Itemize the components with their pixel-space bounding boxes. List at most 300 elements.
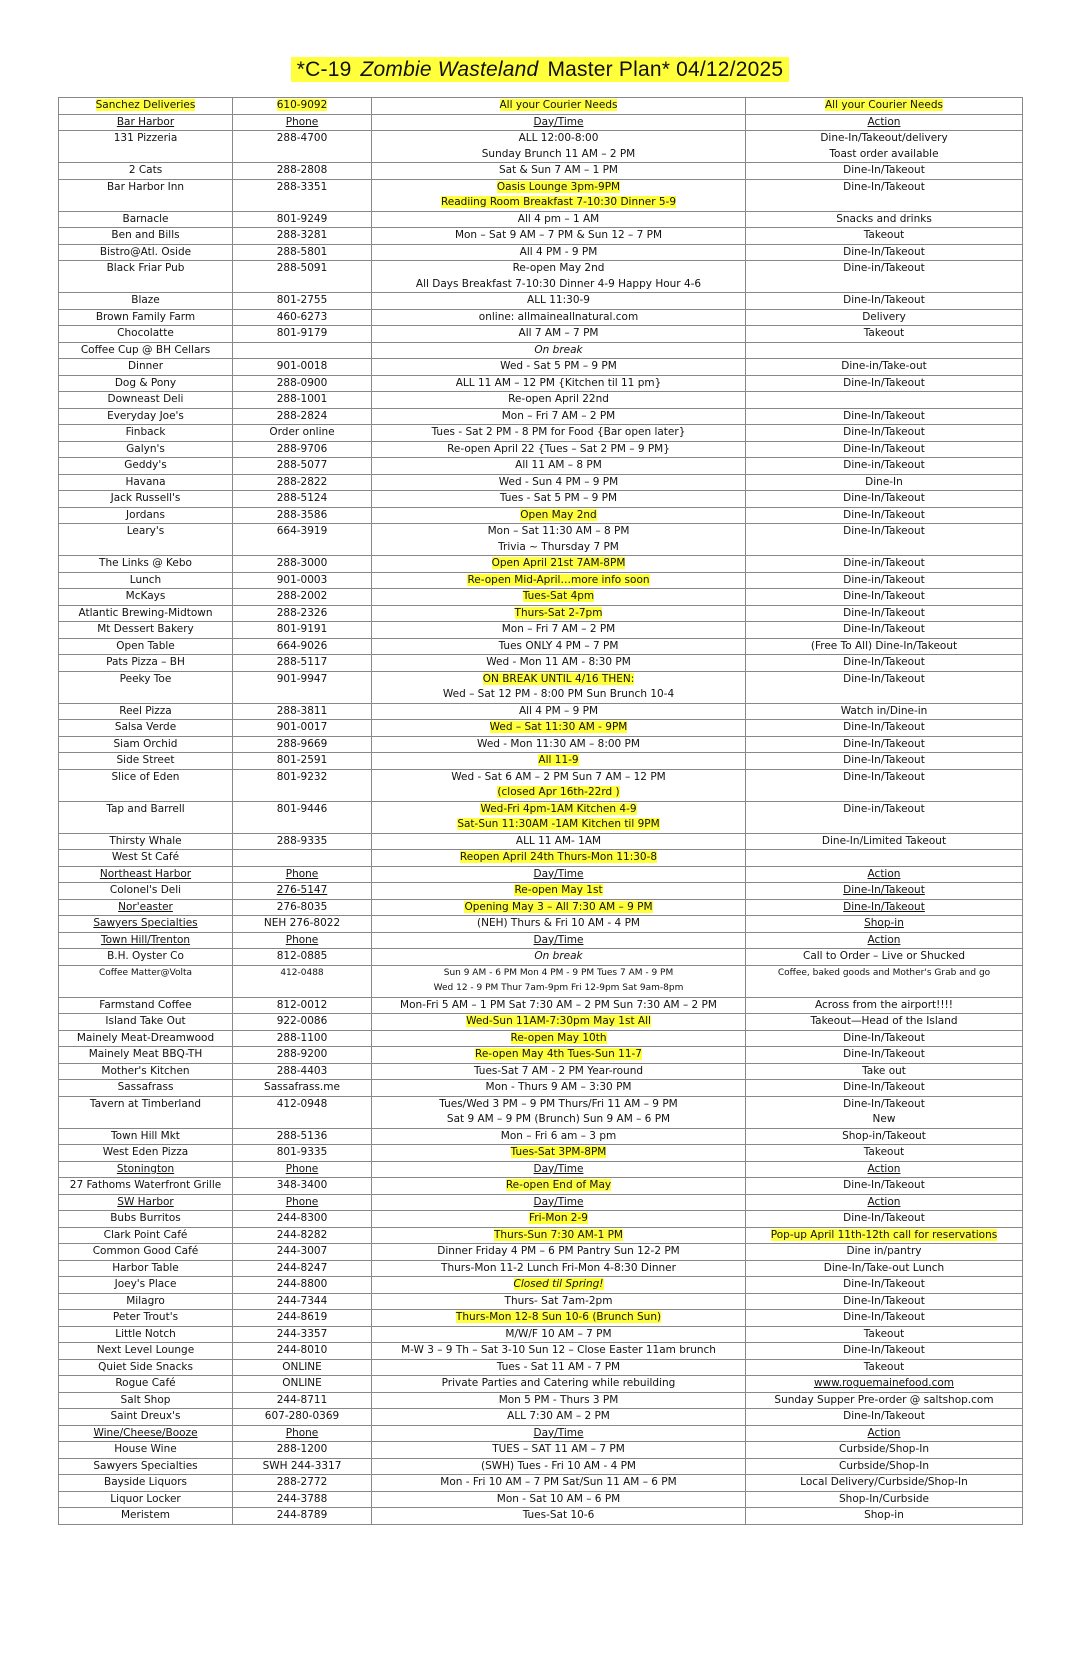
- table-row: [59, 163, 1023, 180]
- day-time-text: Re-open Mid-April…more info soon: [467, 573, 650, 586]
- phone-text: 901-0018: [276, 360, 328, 372]
- business-name-text: Next Level Lounge: [96, 1344, 195, 1356]
- phone-cell: [233, 1277, 372, 1294]
- business-name-cell: [59, 753, 233, 770]
- action-text: Dine-In/Takeout: [843, 1097, 925, 1110]
- action-text: Dine-In/Takeout: [843, 376, 925, 389]
- phone-text: Order online: [269, 426, 335, 438]
- action-cell: [746, 261, 1023, 293]
- day-time-text: Day/Time: [533, 115, 584, 128]
- business-name-text: Downeast Deli: [107, 393, 184, 405]
- phone-text: 244-8300: [276, 1212, 328, 1224]
- day-time-text: Thurs-Sat 2-7pm: [514, 606, 603, 619]
- action-cell: [746, 131, 1023, 163]
- table-row: [59, 1244, 1023, 1261]
- business-name-text: Island Take Out: [105, 1015, 186, 1027]
- action-cell: [746, 392, 1023, 409]
- day-time-cell: [372, 1194, 746, 1211]
- day-time-text: Dinner Friday 4 PM – 6 PM Pantry Sun 12-2 PM: [437, 1245, 680, 1257]
- phone-text: 288-1100: [276, 1031, 328, 1044]
- table-row: [59, 753, 1023, 770]
- action-text: Dine-In/Takeout: [843, 1410, 925, 1422]
- day-time-cell: [372, 1211, 746, 1228]
- action-cell: [746, 441, 1023, 458]
- day-time-text: All your Courier Needs: [499, 99, 618, 111]
- business-name-cell: [59, 899, 233, 916]
- action-text: Dine-In/Takeout: [843, 606, 925, 619]
- action-text: (Free To All) Dine-In/Takeout: [810, 639, 958, 652]
- phone-cell: [233, 98, 372, 115]
- section-header-row: [59, 1194, 1023, 1211]
- phone-cell: [233, 833, 372, 850]
- table-row: [59, 720, 1023, 737]
- day-time-cell: [372, 1080, 746, 1097]
- day-time-cell: [372, 491, 746, 508]
- business-name-text: Coffee Matter@Volta: [98, 967, 192, 978]
- phone-text: 801-9249: [276, 212, 328, 225]
- business-name-text: Finback: [125, 426, 166, 438]
- action-text: Shop-in/Takeout: [842, 1129, 926, 1142]
- phone-text: 812-0885: [276, 950, 328, 962]
- day-time-text: All 4 PM – 9 PM: [518, 704, 599, 717]
- day-time-text: M-W 3 – 9 Th – Sat 3-10 Sun 12 – Close Easter 11am brunch: [401, 1344, 716, 1356]
- business-name-text: Colonel's Deli: [109, 884, 182, 896]
- business-name-cell: [59, 556, 233, 573]
- action-cell: [746, 425, 1023, 442]
- action-cell: [746, 359, 1023, 376]
- day-time-cell: [372, 655, 746, 672]
- day-time-text: Thurs-Mon 11-2 Lunch Fri-Mon 4-8:30 Dinner: [441, 1261, 676, 1274]
- business-name-cell: [59, 949, 233, 966]
- phone-text: 288-9335: [276, 834, 328, 847]
- business-name-cell: [59, 1392, 233, 1409]
- phone-cell: [233, 474, 372, 491]
- business-name-text: Tavern at Timberland: [89, 1097, 202, 1110]
- phone-text: 288-3351: [276, 180, 328, 193]
- action-text: Shop-in: [864, 917, 904, 929]
- business-name-cell: [59, 179, 233, 211]
- table-row: [59, 622, 1023, 639]
- phone-cell: [233, 1343, 372, 1360]
- day-time-text: Re-open May 1st: [514, 884, 603, 896]
- action-cell: [746, 1359, 1023, 1376]
- table-row: [59, 1376, 1023, 1393]
- day-time-text: Day/Time: [533, 867, 584, 880]
- action-cell: [746, 1376, 1023, 1393]
- action-cell: [746, 1030, 1023, 1047]
- table-row: [59, 671, 1023, 703]
- business-name-text: Dinner: [127, 360, 164, 372]
- phone-cell: [233, 769, 372, 801]
- business-name-cell: [59, 1096, 233, 1128]
- table-row: [59, 655, 1023, 672]
- business-name-text: Lunch: [129, 573, 162, 586]
- table-row: [59, 309, 1023, 326]
- day-time-cell: [372, 605, 746, 622]
- table-row: [59, 375, 1023, 392]
- day-time-text: TUES – SAT 11 AM – 7 PM: [492, 1443, 625, 1455]
- phone-cell: [233, 622, 372, 639]
- business-name-text: Ben and Bills: [111, 229, 180, 241]
- table-row: [59, 605, 1023, 622]
- business-name-text: Side Street: [116, 754, 175, 766]
- day-time-text: Fri-Mon 2-9: [529, 1212, 588, 1224]
- day-time-text: All 7 AM – 7 PM: [518, 327, 599, 339]
- phone-cell: [233, 441, 372, 458]
- action-cell: [746, 163, 1023, 180]
- phone-text: Phone: [285, 1195, 319, 1208]
- table-row: [59, 997, 1023, 1014]
- table-row: [59, 949, 1023, 966]
- action-text: Dine-In/Takeout: [843, 1048, 925, 1060]
- action-text: Dine-In/Takeout: [843, 754, 925, 766]
- business-name-text: Peeky Toe: [119, 672, 172, 685]
- phone-text: 288-5117: [276, 656, 328, 668]
- day-time-cell: [372, 507, 746, 524]
- business-name-cell: [59, 408, 233, 425]
- phone-cell: [233, 1227, 372, 1244]
- business-name-cell: [59, 1508, 233, 1525]
- day-time-text: Trivia ~ Thursday 7 PM: [498, 540, 619, 553]
- day-time-text: All 4 PM - 9 PM: [519, 245, 598, 258]
- action-text: Shop-in: [864, 1509, 904, 1521]
- action-cell: [746, 736, 1023, 753]
- action-cell: [746, 572, 1023, 589]
- business-name-cell: [59, 1030, 233, 1047]
- business-name-text: Sawyers Specialties: [93, 1459, 198, 1472]
- action-text: Dine-in/Takeout: [843, 802, 925, 815]
- day-time-text: Tues-Sat 4pm: [522, 590, 595, 602]
- phone-text: 288-2808: [276, 164, 328, 176]
- phone-cell: [233, 932, 372, 949]
- business-name-cell: [59, 244, 233, 261]
- action-text: Local Delivery/Curbside/Shop-In: [800, 1476, 968, 1488]
- table-row: [59, 1508, 1023, 1525]
- day-time-cell: [372, 1409, 746, 1426]
- day-time-text: Sat-Sun 11:30AM -1AM Kitchen til 9PM: [457, 818, 660, 830]
- action-cell: [746, 655, 1023, 672]
- day-time-cell: [372, 965, 746, 997]
- day-time-cell: [372, 1442, 746, 1459]
- phone-cell: [233, 1442, 372, 1459]
- day-time-cell: [372, 769, 746, 801]
- phone-cell: [233, 1145, 372, 1162]
- action-text: Dine-In/Takeout: [843, 294, 925, 306]
- day-time-cell: [372, 163, 746, 180]
- phone-text: 412-0948: [276, 1097, 328, 1110]
- phone-text: 288-2822: [276, 475, 328, 488]
- day-time-text: Mon-Fri 5 AM – 1 PM Sat 7:30 AM – 2 PM Sun 7:30 AM – 2 PM: [400, 998, 717, 1011]
- action-cell: [746, 622, 1023, 639]
- day-time-cell: [372, 1310, 746, 1327]
- action-text: Coffee, baked goods and Mother's Grab and go: [777, 967, 991, 978]
- action-text: Across from the airport!!!!: [815, 998, 953, 1011]
- business-name-text: Brown Family Farm: [95, 310, 196, 323]
- phone-cell: [233, 736, 372, 753]
- day-time-text: Opening May 3 – All 7:30 AM – 9 PM: [464, 900, 653, 913]
- phone-cell: [233, 1014, 372, 1031]
- day-time-cell: [372, 179, 746, 211]
- business-name-cell: [59, 326, 233, 343]
- table-row: [59, 1442, 1023, 1459]
- business-name-text: Bayside Liquors: [103, 1476, 187, 1488]
- business-name-cell: [59, 1376, 233, 1393]
- action-cell: [746, 1128, 1023, 1145]
- business-name-cell: [59, 293, 233, 310]
- table-row: [59, 1475, 1023, 1492]
- action-cell: [746, 1491, 1023, 1508]
- business-name-text: Bistro@Atl. Oside: [99, 245, 192, 258]
- day-time-text: Sun 9 AM - 6 PM Mon 4 PM - 9 PM Tues 7 AM - 9 PM: [443, 967, 674, 978]
- business-name-text: Milagro: [126, 1294, 165, 1307]
- phone-text: Phone: [285, 115, 319, 128]
- business-name-cell: [59, 261, 233, 293]
- action-text: Dine-in/Takeout: [843, 262, 925, 274]
- table-row: [59, 1359, 1023, 1376]
- business-name-cell: [59, 1080, 233, 1097]
- phone-cell: [233, 899, 372, 916]
- action-text: New: [872, 1113, 896, 1125]
- table-row: [59, 1080, 1023, 1097]
- table-row: [59, 1128, 1023, 1145]
- action-text: Dine-In/Takeout: [843, 164, 925, 176]
- business-name-text: Stonington: [116, 1162, 175, 1175]
- day-time-cell: [372, 556, 746, 573]
- business-name-text: Sassafrass: [117, 1081, 174, 1093]
- table-row: [59, 769, 1023, 801]
- business-name-text: Bar Harbor: [116, 115, 175, 128]
- business-name-cell: [59, 703, 233, 720]
- phone-cell: [233, 997, 372, 1014]
- day-time-text: Wed-Fri 4pm-1AM Kitchen 4-9: [480, 802, 637, 815]
- business-name-cell: [59, 359, 233, 376]
- action-text: Dine-In/Takeout: [843, 1278, 925, 1290]
- business-name-cell: [59, 1293, 233, 1310]
- business-name-cell: [59, 671, 233, 703]
- phone-text: 664-9026: [276, 639, 328, 652]
- day-time-cell: [372, 375, 746, 392]
- day-time-text: Mon – Sat 11:30 AM – 8 PM: [487, 525, 630, 537]
- action-text: Dine-In/Takeout/delivery: [820, 132, 948, 144]
- phone-cell: [233, 131, 372, 163]
- action-cell: [746, 801, 1023, 833]
- action-cell: [746, 408, 1023, 425]
- action-cell: [746, 1425, 1023, 1442]
- table-row: [59, 1293, 1023, 1310]
- phone-text: 288-5091: [276, 262, 328, 274]
- day-time-cell: [372, 309, 746, 326]
- phone-cell: [233, 392, 372, 409]
- phone-text: Phone: [285, 933, 319, 946]
- phone-text: 664-3919: [276, 525, 328, 537]
- table-row: [59, 1343, 1023, 1360]
- action-text: Action: [867, 867, 901, 880]
- day-time-text: Wed - Mon 11 AM - 8:30 PM: [486, 656, 631, 668]
- business-name-text: West St Café: [111, 851, 180, 863]
- phone-text: 276-8035: [276, 900, 328, 913]
- business-name-text: Bar Harbor Inn: [106, 180, 185, 193]
- action-cell: [746, 605, 1023, 622]
- business-name-cell: [59, 1343, 233, 1360]
- phone-cell: [233, 491, 372, 508]
- title-highlight: [291, 57, 789, 82]
- business-name-text: Nor'easter: [118, 900, 173, 913]
- business-name-text: Jack Russell's: [110, 492, 181, 504]
- day-time-cell: [372, 293, 746, 310]
- business-name-text: Slice of Eden: [111, 770, 180, 783]
- table-row: [59, 801, 1023, 833]
- business-name-cell: [59, 997, 233, 1014]
- action-cell: [746, 244, 1023, 261]
- day-time-cell: [372, 1063, 746, 1080]
- business-name-text: Chocolatte: [117, 327, 174, 339]
- day-time-text: Day/Time: [533, 933, 584, 946]
- action-cell: [746, 1409, 1023, 1426]
- business-name-text: Pats Pizza – BH: [106, 656, 185, 668]
- business-name-cell: [59, 801, 233, 833]
- action-cell: [746, 916, 1023, 933]
- action-cell: [746, 1145, 1023, 1162]
- section-header-row: [59, 114, 1023, 131]
- section-header-row: [59, 866, 1023, 883]
- phone-text: 244-8619: [276, 1311, 328, 1323]
- day-time-cell: [372, 638, 746, 655]
- day-time-text: Tues - Sat 2 PM - 8 PM for Food {Bar open later}: [431, 426, 686, 438]
- phone-text: 607-280-0369: [264, 1410, 340, 1422]
- day-time-cell: [372, 524, 746, 556]
- action-cell: [746, 1260, 1023, 1277]
- day-time-text: Open May 2nd: [520, 508, 597, 521]
- business-name-text: 27 Fathoms Waterfront Grille: [69, 1179, 222, 1191]
- day-time-text: Wed 12 - 9 PM Thur 7am-9pm Fri 12-9pm Sat 9am-8pm: [433, 983, 684, 993]
- table-row: [59, 736, 1023, 753]
- phone-cell: [233, 1194, 372, 1211]
- day-time-text: Sat & Sun 7 AM – 1 PM: [499, 164, 618, 176]
- table-row: [59, 1227, 1023, 1244]
- business-name-text: Coffee Cup @ BH Cellars: [80, 343, 211, 356]
- day-time-cell: [372, 441, 746, 458]
- table-row: [59, 98, 1023, 115]
- day-time-text: Thurs-Sun 7:30 AM-1 PM: [494, 1228, 623, 1241]
- action-text: Dine-In/Take-out Lunch: [823, 1261, 945, 1274]
- business-name-text: Mainely Meat BBQ-TH: [88, 1048, 203, 1060]
- action-text: Dine-In/Takeout: [843, 525, 925, 537]
- phone-text: 288-5801: [276, 245, 328, 258]
- action-text: Curbside/Shop-In: [839, 1443, 929, 1455]
- phone-text: 348-3400: [276, 1179, 328, 1191]
- action-text: Dine-In/Takeout: [843, 623, 925, 635]
- phone-text: 460-6273: [276, 310, 328, 323]
- phone-text: 288-3281: [276, 229, 328, 241]
- day-time-cell: [372, 833, 746, 850]
- action-text: Dine-In/Takeout: [843, 721, 925, 733]
- action-text: Shop-In/Curbside: [839, 1492, 929, 1505]
- action-text: Takeout: [863, 327, 905, 339]
- day-time-text: On break: [534, 950, 583, 962]
- table-row: [59, 131, 1023, 163]
- day-time-text: Re-open May 10th: [510, 1031, 607, 1044]
- phone-text: ONLINE: [282, 1377, 322, 1389]
- phone-text: 244-8247: [276, 1261, 328, 1274]
- day-time-cell: [372, 392, 746, 409]
- business-name-cell: [59, 1310, 233, 1327]
- phone-text: 276-5147: [276, 884, 328, 896]
- day-time-text: All 4 pm – 1 AM: [517, 212, 600, 225]
- phone-cell: [233, 375, 372, 392]
- phone-cell: [233, 458, 372, 475]
- table-row: [59, 293, 1023, 310]
- phone-text: 288-9200: [276, 1048, 328, 1060]
- business-name-cell: [59, 425, 233, 442]
- business-name-text: Harbor Table: [112, 1261, 179, 1274]
- action-cell: [746, 1063, 1023, 1080]
- action-cell: [746, 1047, 1023, 1064]
- business-name-text: SW Harbor: [117, 1195, 174, 1208]
- day-time-cell: [372, 1343, 746, 1360]
- business-name-cell: [59, 769, 233, 801]
- action-cell: [746, 949, 1023, 966]
- phone-cell: [233, 293, 372, 310]
- table-row: [59, 638, 1023, 655]
- document-title: [0, 58, 1080, 82]
- action-text: Dine-In/Takeout: [843, 1031, 925, 1044]
- phone-text: Phone: [285, 867, 319, 880]
- business-name-text: Common Good Café: [92, 1245, 199, 1257]
- day-time-text: Tues-Sat 7 AM - 2 PM Year-round: [473, 1064, 644, 1077]
- day-time-text: Re-open End of May: [505, 1179, 612, 1191]
- action-text: Takeout: [863, 1146, 905, 1158]
- action-text: All your Courier Needs: [825, 99, 943, 111]
- day-time-cell: [372, 1491, 746, 1508]
- phone-text: 244-8789: [276, 1509, 328, 1521]
- phone-text: 901-9947: [276, 672, 328, 685]
- day-time-text: Wed – Sat 12 PM - 8:00 PM Sun Brunch 10-4: [442, 688, 675, 700]
- day-time-cell: [372, 1392, 746, 1409]
- phone-cell: [233, 261, 372, 293]
- business-name-cell: [59, 1014, 233, 1031]
- phone-text: 801-2755: [276, 294, 328, 306]
- business-name-text: Havana: [125, 475, 166, 488]
- business-name-text: Barnacle: [122, 212, 169, 225]
- day-time-cell: [372, 720, 746, 737]
- business-name-text: Dog & Pony: [114, 376, 177, 389]
- business-name-cell: [59, 1491, 233, 1508]
- day-time-text: Oasis Lounge 3pm-9PM: [496, 180, 621, 193]
- action-cell: [746, 179, 1023, 211]
- phone-text: 288-4403: [276, 1064, 328, 1077]
- action-text: Action: [867, 1426, 901, 1439]
- action-text: Dine-In/Takeout: [843, 1311, 925, 1323]
- business-name-cell: [59, 1047, 233, 1064]
- phone-text: Phone: [285, 1162, 319, 1175]
- phone-text: 288-2824: [276, 409, 328, 422]
- action-text: Pop-up April 11th-12th call for reservations: [770, 1228, 998, 1241]
- phone-cell: [233, 228, 372, 245]
- phone-cell: [233, 359, 372, 376]
- table-row: [59, 408, 1023, 425]
- phone-text: 288-1001: [276, 393, 328, 405]
- day-time-text: Mon – Fri 7 AM – 2 PM: [501, 623, 616, 635]
- action-cell: [746, 309, 1023, 326]
- business-name-cell: [59, 211, 233, 228]
- phone-cell: [233, 1178, 372, 1195]
- action-text: Snacks and drinks: [836, 212, 932, 225]
- table-row: [59, 228, 1023, 245]
- business-name-cell: [59, 1063, 233, 1080]
- business-name-text: Geddy's: [124, 459, 167, 471]
- action-cell: [746, 638, 1023, 655]
- business-name-text: Northeast Harbor: [99, 867, 192, 880]
